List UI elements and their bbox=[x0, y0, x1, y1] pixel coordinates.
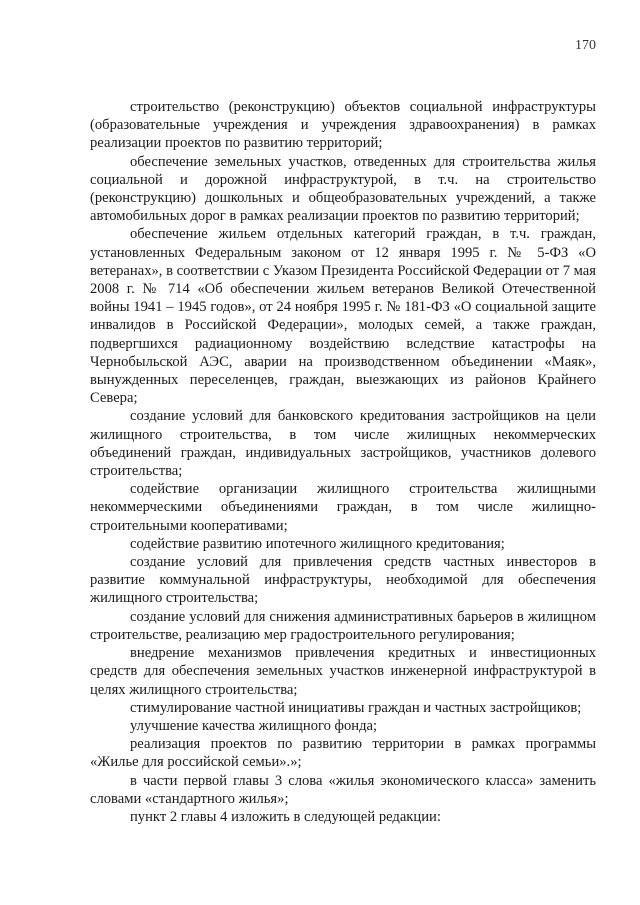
paragraph: создание условий для привлечения средств частных инвесторов в развитие коммунальной инфраструктуры, необходимой для обеспечения жилищного строительства; bbox=[90, 554, 596, 607]
paragraph: в части первой главы 3 слова «жилья экономического класса» заменить словами «стандартного жилья»; bbox=[90, 772, 596, 807]
paragraph: стимулирование частной инициативы граждан и частных застройщиков; bbox=[130, 699, 582, 716]
paragraph: содействие организации жилищного строительства жилищными некоммерческими объединениями граждан, в том числе жилищно-строительными кооперативами; bbox=[90, 481, 596, 534]
paragraph: содействие развитию ипотечного жилищного кредитования; bbox=[130, 535, 505, 552]
page-number: 170 bbox=[575, 38, 596, 53]
document-body bbox=[90, 98, 596, 826]
paragraph: обеспечение земельных участков, отведенных для строительства жилья социальной и дорожной инфраструктурой, в т.ч. на строительство (реконструкцию) дошкольных и общеобразовательных учреждений, а также автомобильных дорог в рамках реализации проектов по развитию территорий; bbox=[90, 153, 596, 225]
paragraph: реализация проектов по развитию территории в рамках программы «Жилье для российской семьи».»; bbox=[90, 736, 596, 771]
paragraph: обеспечение жильем отдельных категорий граждан, в т.ч. граждан, установленных Федеральным законом от 12 января 1995 г. № 5-ФЗ «О ветеранах», в соответствии с Указом Президента Российской Федерации от 7 мая 2008 г. № 714 «Об обеспечении жильем ветеранов Великой Отечественной войны 1941 – 1945 годов», от 24 ноября 1995 г. № 181-ФЗ «О социальной защите инвалидов в Российской Федерации», молодых семей, а также граждан, подвергшихся радиационному воздействию вследствие катастрофы на Чернобыльской АЭС, аварии на производственном объединении «Маяк», вынужденных переселенцев, граждан, выезжающих из районов Крайнего Севера; bbox=[90, 226, 596, 407]
paragraph: улучшение качества жилищного фонда; bbox=[130, 717, 378, 734]
paragraph: создание условий для снижения административных барьеров в жилищном строительстве, реализацию мер градостроительного регулирования; bbox=[90, 608, 596, 643]
paragraph: создание условий для банковского кредитования застройщиков на цели жилищного строительства, в том числе жилищных некоммерческих объединений граждан, индивидуальных застройщиков, участников долевого строительства; bbox=[90, 408, 596, 480]
paragraph: строительство (реконструкцию) объектов социальной инфраструктуры (образовательные учреждения и учреждения здравоохранения) в рамках реализации проектов по развитию территорий; bbox=[90, 99, 596, 152]
paragraph: внедрение механизмов привлечения кредитных и инвестиционных средств для обеспечения земельных участков инженерной инфраструктурой в целях жилищного строительства; bbox=[90, 645, 596, 698]
paragraph: пункт 2 главы 4 изложить в следующей редакции: bbox=[130, 808, 441, 825]
